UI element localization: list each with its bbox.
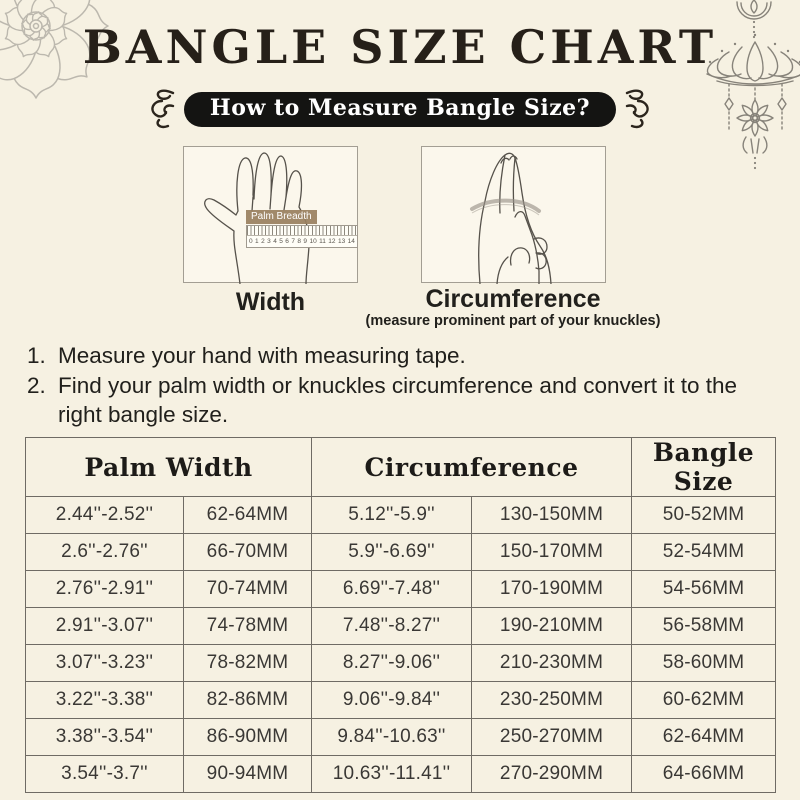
palm-breadth-label: Palm Breadth bbox=[246, 210, 317, 224]
table-cell: 58-60MM bbox=[632, 645, 776, 682]
table-row bbox=[26, 756, 776, 793]
table-cell: 50-52MM bbox=[632, 497, 776, 534]
ruler-number: 0 bbox=[249, 238, 253, 245]
instruction-step bbox=[27, 341, 774, 371]
table-cell: 82-86MM bbox=[184, 682, 312, 719]
table-cell: 3.07''-3.23'' bbox=[26, 645, 184, 682]
table-row bbox=[26, 719, 776, 756]
column-header: Circumference bbox=[312, 438, 632, 497]
table-cell: 2.76''-2.91'' bbox=[26, 571, 184, 608]
table-row bbox=[26, 497, 776, 534]
table-cell: 270-290MM bbox=[472, 756, 632, 793]
table-cell: 2.44''-2.52'' bbox=[26, 497, 184, 534]
ruler-numbers bbox=[247, 236, 357, 248]
ruler-number: 3 bbox=[267, 238, 271, 245]
table-cell: 5.12''-5.9'' bbox=[312, 497, 472, 534]
table-row bbox=[26, 645, 776, 682]
table-cell: 3.38''-3.54'' bbox=[26, 719, 184, 756]
ruler-number: 5 bbox=[279, 238, 283, 245]
squiggle-right-icon bbox=[623, 86, 653, 132]
table-cell: 54-56MM bbox=[632, 571, 776, 608]
column-header: Palm Width bbox=[26, 438, 312, 497]
width-caption: Width bbox=[235, 288, 306, 316]
hand-circumference-illustration bbox=[421, 146, 606, 283]
table-cell: 64-66MM bbox=[632, 756, 776, 793]
column-header: Bangle Size bbox=[632, 438, 776, 497]
page-title: BANGLE SIZE CHART bbox=[82, 20, 718, 74]
table-cell: 6.69''-7.48'' bbox=[312, 571, 472, 608]
circumference-caption bbox=[358, 286, 668, 329]
pinched-hand-icon bbox=[422, 147, 607, 284]
table-cell: 190-210MM bbox=[472, 608, 632, 645]
table-cell: 52-54MM bbox=[632, 534, 776, 571]
table-cell: 2.6''-2.76'' bbox=[26, 534, 184, 571]
how-to-measure-banner: How to Measure Bangle Size? bbox=[184, 92, 616, 127]
ruler-number: 4 bbox=[273, 238, 277, 245]
ruler-number: 9 bbox=[303, 238, 308, 245]
ruler-number: 12 bbox=[328, 238, 336, 245]
table-cell: 230-250MM bbox=[472, 682, 632, 719]
instruction-number: 2. bbox=[27, 372, 46, 398]
table-row bbox=[26, 534, 776, 571]
table-header-row bbox=[26, 438, 776, 497]
table-cell: 5.9''-6.69'' bbox=[312, 534, 472, 571]
table-cell: 62-64MM bbox=[632, 719, 776, 756]
instruction-text: Find your palm width or knuckles circumference and convert it to the right bangle size. bbox=[58, 372, 738, 428]
squiggle-left-icon bbox=[147, 86, 177, 132]
table-cell: 70-74MM bbox=[184, 571, 312, 608]
table-cell: 62-64MM bbox=[184, 497, 312, 534]
ruler-number: 10 bbox=[309, 238, 317, 245]
table-cell: 66-70MM bbox=[184, 534, 312, 571]
hand-width-illustration bbox=[183, 146, 358, 283]
table-cell: 150-170MM bbox=[472, 534, 632, 571]
ruler-number: 11 bbox=[319, 238, 326, 245]
table-row bbox=[26, 608, 776, 645]
table-cell: 56-58MM bbox=[632, 608, 776, 645]
ruler-number: 1 bbox=[255, 238, 259, 245]
table-cell: 8.27''-9.06'' bbox=[312, 645, 472, 682]
ruler-number: 6 bbox=[285, 238, 289, 245]
instructions bbox=[27, 341, 774, 430]
ruler-ticks bbox=[247, 226, 357, 236]
table-cell: 250-270MM bbox=[472, 719, 632, 756]
table-cell: 7.48''-8.27'' bbox=[312, 608, 472, 645]
table-cell: 9.06''-9.84'' bbox=[312, 682, 472, 719]
table-cell: 90-94MM bbox=[184, 756, 312, 793]
table-cell: 210-230MM bbox=[472, 645, 632, 682]
ruler-number: 2 bbox=[261, 238, 265, 245]
table-cell: 170-190MM bbox=[472, 571, 632, 608]
table-row bbox=[26, 682, 776, 719]
table-cell: 2.91''-3.07'' bbox=[26, 608, 184, 645]
table-cell: 3.54''-3.7'' bbox=[26, 756, 184, 793]
ruler-number: 7 bbox=[291, 238, 295, 245]
circumference-caption-title: Circumference bbox=[425, 285, 601, 313]
table-cell: 3.22''-3.38'' bbox=[26, 682, 184, 719]
table-row bbox=[26, 571, 776, 608]
table-cell: 74-78MM bbox=[184, 608, 312, 645]
table-cell: 78-82MM bbox=[184, 645, 312, 682]
table-cell: 130-150MM bbox=[472, 497, 632, 534]
table-cell: 9.84''-10.63'' bbox=[312, 719, 472, 756]
ruler-number: 8 bbox=[297, 238, 301, 245]
size-table bbox=[25, 437, 776, 793]
instruction-text: Measure your hand with measuring tape. bbox=[58, 343, 466, 368]
circumference-caption-note: (measure prominent part of your knuckles) bbox=[365, 313, 661, 329]
ruler-number: 13 bbox=[337, 238, 346, 245]
table-cell: 10.63''-11.41'' bbox=[312, 756, 472, 793]
table-cell: 60-62MM bbox=[632, 682, 776, 719]
ruler bbox=[246, 225, 358, 248]
instruction-number: 1. bbox=[27, 343, 46, 368]
ruler-number: 14 bbox=[347, 238, 355, 245]
instruction-step bbox=[27, 371, 774, 430]
table-cell: 86-90MM bbox=[184, 719, 312, 756]
banner-row bbox=[0, 86, 800, 132]
